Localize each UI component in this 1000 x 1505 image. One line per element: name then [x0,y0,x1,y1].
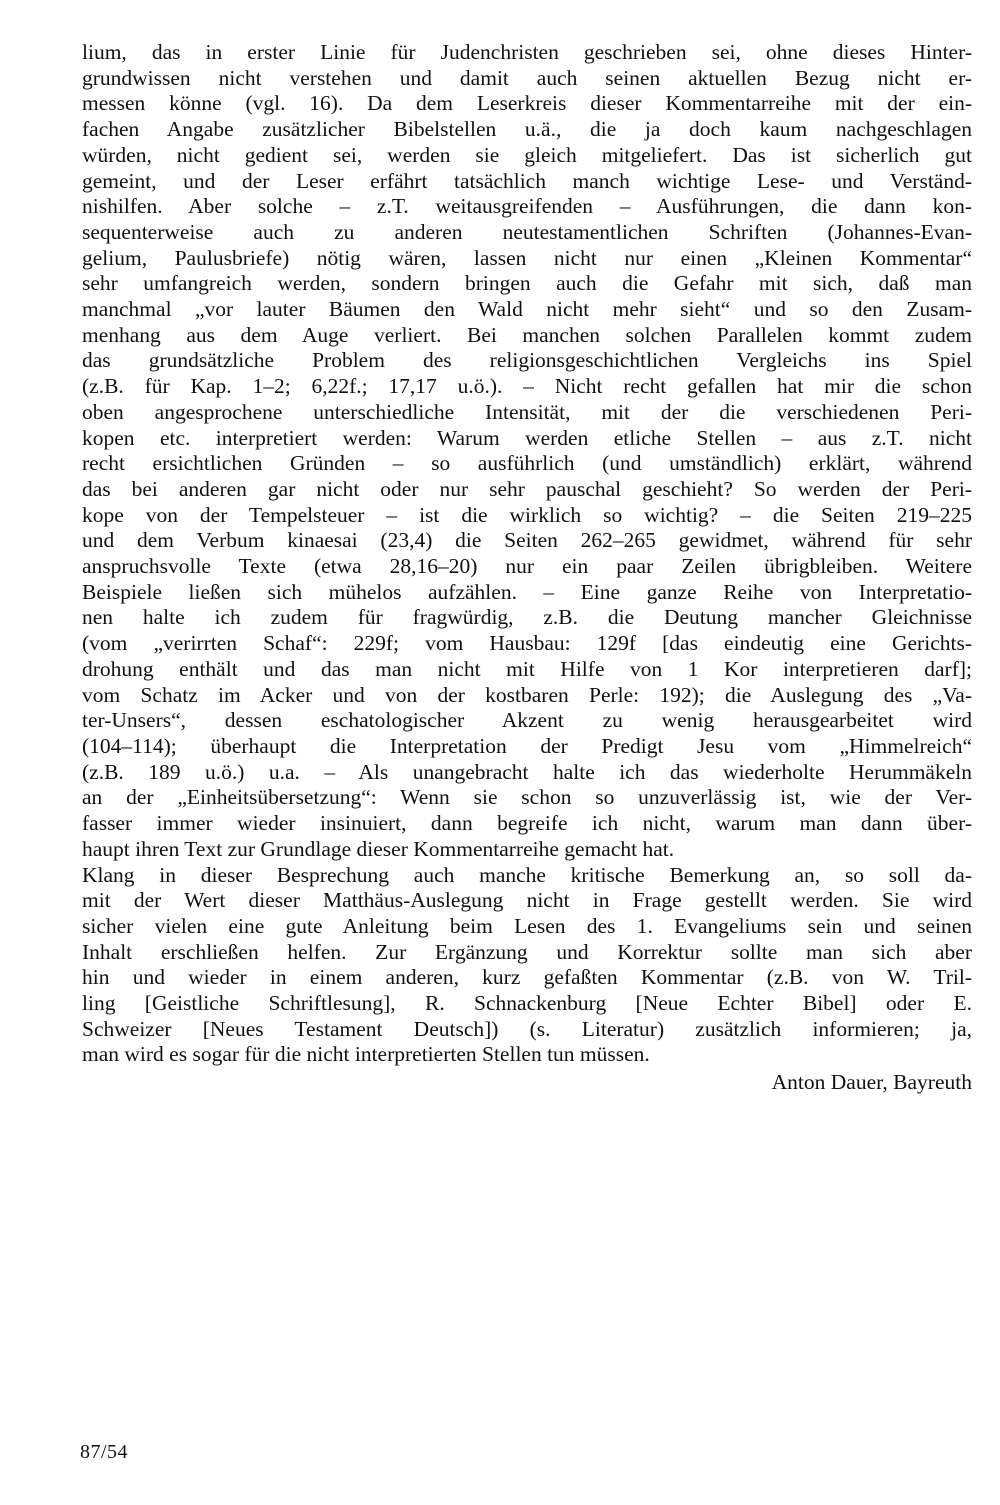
author-signature: Anton Dauer, Bayreuth [771,1070,972,1095]
text-line: und dem Verbum kinaesai (23,4) die Seiten 262–265 gewidmet, während für sehr [82,528,972,553]
text-line: ter-Unsers“, dessen eschatologischer Akzent zu wenig herausgearbeitet wird [82,708,972,733]
text-line: das grundsätzliche Problem des religionsgeschichtlichen Vergleichs ins Spiel [82,348,972,373]
text-line: (z.B. für Kap. 1–2; 6,22f.; 17,17 u.ö.). – Nicht recht gefallen hat mir die schon [82,374,972,399]
text-line: das bei anderen gar nicht oder nur sehr pauschal geschieht? So werden der Peri- [82,476,972,501]
text-line: mit der Wert dieser Matthäus-Auslegung nicht in Frage gestellt werden. Sie wird [82,888,972,913]
text-line: sequenterweise auch zu anderen neutestamentlichen Schriften (Johannes-Evan- [82,219,972,244]
text-line: recht ersichtlichen Gründen – so ausführlich (und umständlich) erklärt, während [82,451,972,476]
text-line: gemeint, und der Leser erfährt tatsächlich manch wichtige Lese- und Verständ- [82,168,972,193]
text-line: Inhalt erschließen helfen. Zur Ergänzung und Korrektur sollte man sich aber [82,939,972,964]
text-line: (vom „verirrten Schaf“: 229f; vom Hausbau: 129f [das eindeutig eine Gerichts- [82,631,972,656]
text-line: haupt ihren Text zur Grundlage dieser Kommentarreihe gemacht hat. [82,836,675,861]
text-line: manchmal „vor lauter Bäumen den Wald nicht mehr sieht“ und so den Zusam- [82,297,972,322]
text-line: anspruchsvolle Texte (etwa 28,16–20) nur ein paar Zeilen übrigbleiben. Weitere [82,554,972,579]
text-line: würden, nicht gedient sei, werden sie gleich mitgeliefert. Das ist sicherlich gut [82,142,972,167]
text-line: Klang in dieser Besprechung auch manche kritische Bemerkung an, so soll da- [82,862,972,887]
text-line: (104–114); überhaupt die Interpretation der Predigt Jesu vom „Himmelreich“ [82,733,972,758]
text-line: kope von der Tempelsteuer – ist die wirklich so wichtig? – die Seiten 219–225 [82,502,972,527]
paragraph-2 [82,863,972,1069]
text-line: Beispiele ließen sich mühelos aufzählen. – Eine ganze Reihe von Interpretatio- [82,579,972,604]
text-line: sehr umfangreich werden, sondern bringen auch die Gefahr mit sich, daß man [82,271,972,296]
text-line: Schweizer [Neues Testament Deutsch]) (s. Literatur) zusätzlich informieren; ja, [82,1016,972,1041]
text-line: nen halte ich zudem für fragwürdig, z.B. die Deutung mancher Gleichnisse [82,605,972,630]
text-line: oben angesprochene unterschiedliche Intensität, mit der die verschiedenen Peri- [82,399,972,424]
paragraph-1 [82,40,972,863]
text-line: sicher vielen eine gute Anleitung beim Lesen des 1. Evangeliums sein und seinen [82,913,972,938]
text-line: fasser immer wieder insinuiert, dann begreife ich nicht, warum man dann über- [82,811,972,836]
text-line: man wird es sogar für die nicht interpretierten Stellen tun müssen. [82,1042,650,1067]
text-line: grundwissen nicht verstehen und damit auch seinen aktuellen Bezug nicht er- [82,65,972,90]
text-line: nishilfen. Aber solche – z.T. weitausgreifenden – Ausführungen, die dann kon- [82,194,972,219]
text-line: drohung enthält und das man nicht mit Hilfe von 1 Kor interpretieren darf]; [82,656,972,681]
text-line: kopen etc. interpretiert werden: Warum werden etliche Stellen – aus z.T. nicht [82,425,972,450]
text-line: menhang aus dem Auge verliert. Bei manchen solchen Parallelen kommt zudem [82,322,972,347]
text-line: (z.B. 189 u.ö.) u.a. – Als unangebracht halte ich das wiederholte Herummäkeln [82,759,972,784]
page-number: 87/54 [80,1441,129,1463]
text-line: lium, das in erster Linie für Judenchristen geschrieben sei, ohne dieses Hinter- [82,40,972,64]
text-line: vom Schatz im Acker und von der kostbaren Perle: 192); die Auslegung des „Va- [82,682,972,707]
text-line: messen könne (vgl. 16). Da dem Leserkreis dieser Kommentarreihe mit der ein- [82,91,972,116]
text-line: hin und wieder in einem anderen, kurz gefaßten Kommentar (z.B. von W. Tril- [82,965,972,990]
review-text [82,40,972,1096]
text-line: an der „Einheitsübersetzung“: Wenn sie schon so unzuverlässig ist, wie der Ver- [82,785,972,810]
text-line: fachen Angabe zusätzlicher Bibelstellen u.ä., die ja doch kaum nachgeschlagen [82,117,972,142]
text-line: ling [Geistliche Schriftlesung], R. Schnackenburg [Neue Echter Bibel] oder E. [82,991,972,1016]
text-line: gelium, Paulusbriefe) nötig wären, lassen nicht nur einen „Kleinen Kommentar“ [82,245,972,270]
